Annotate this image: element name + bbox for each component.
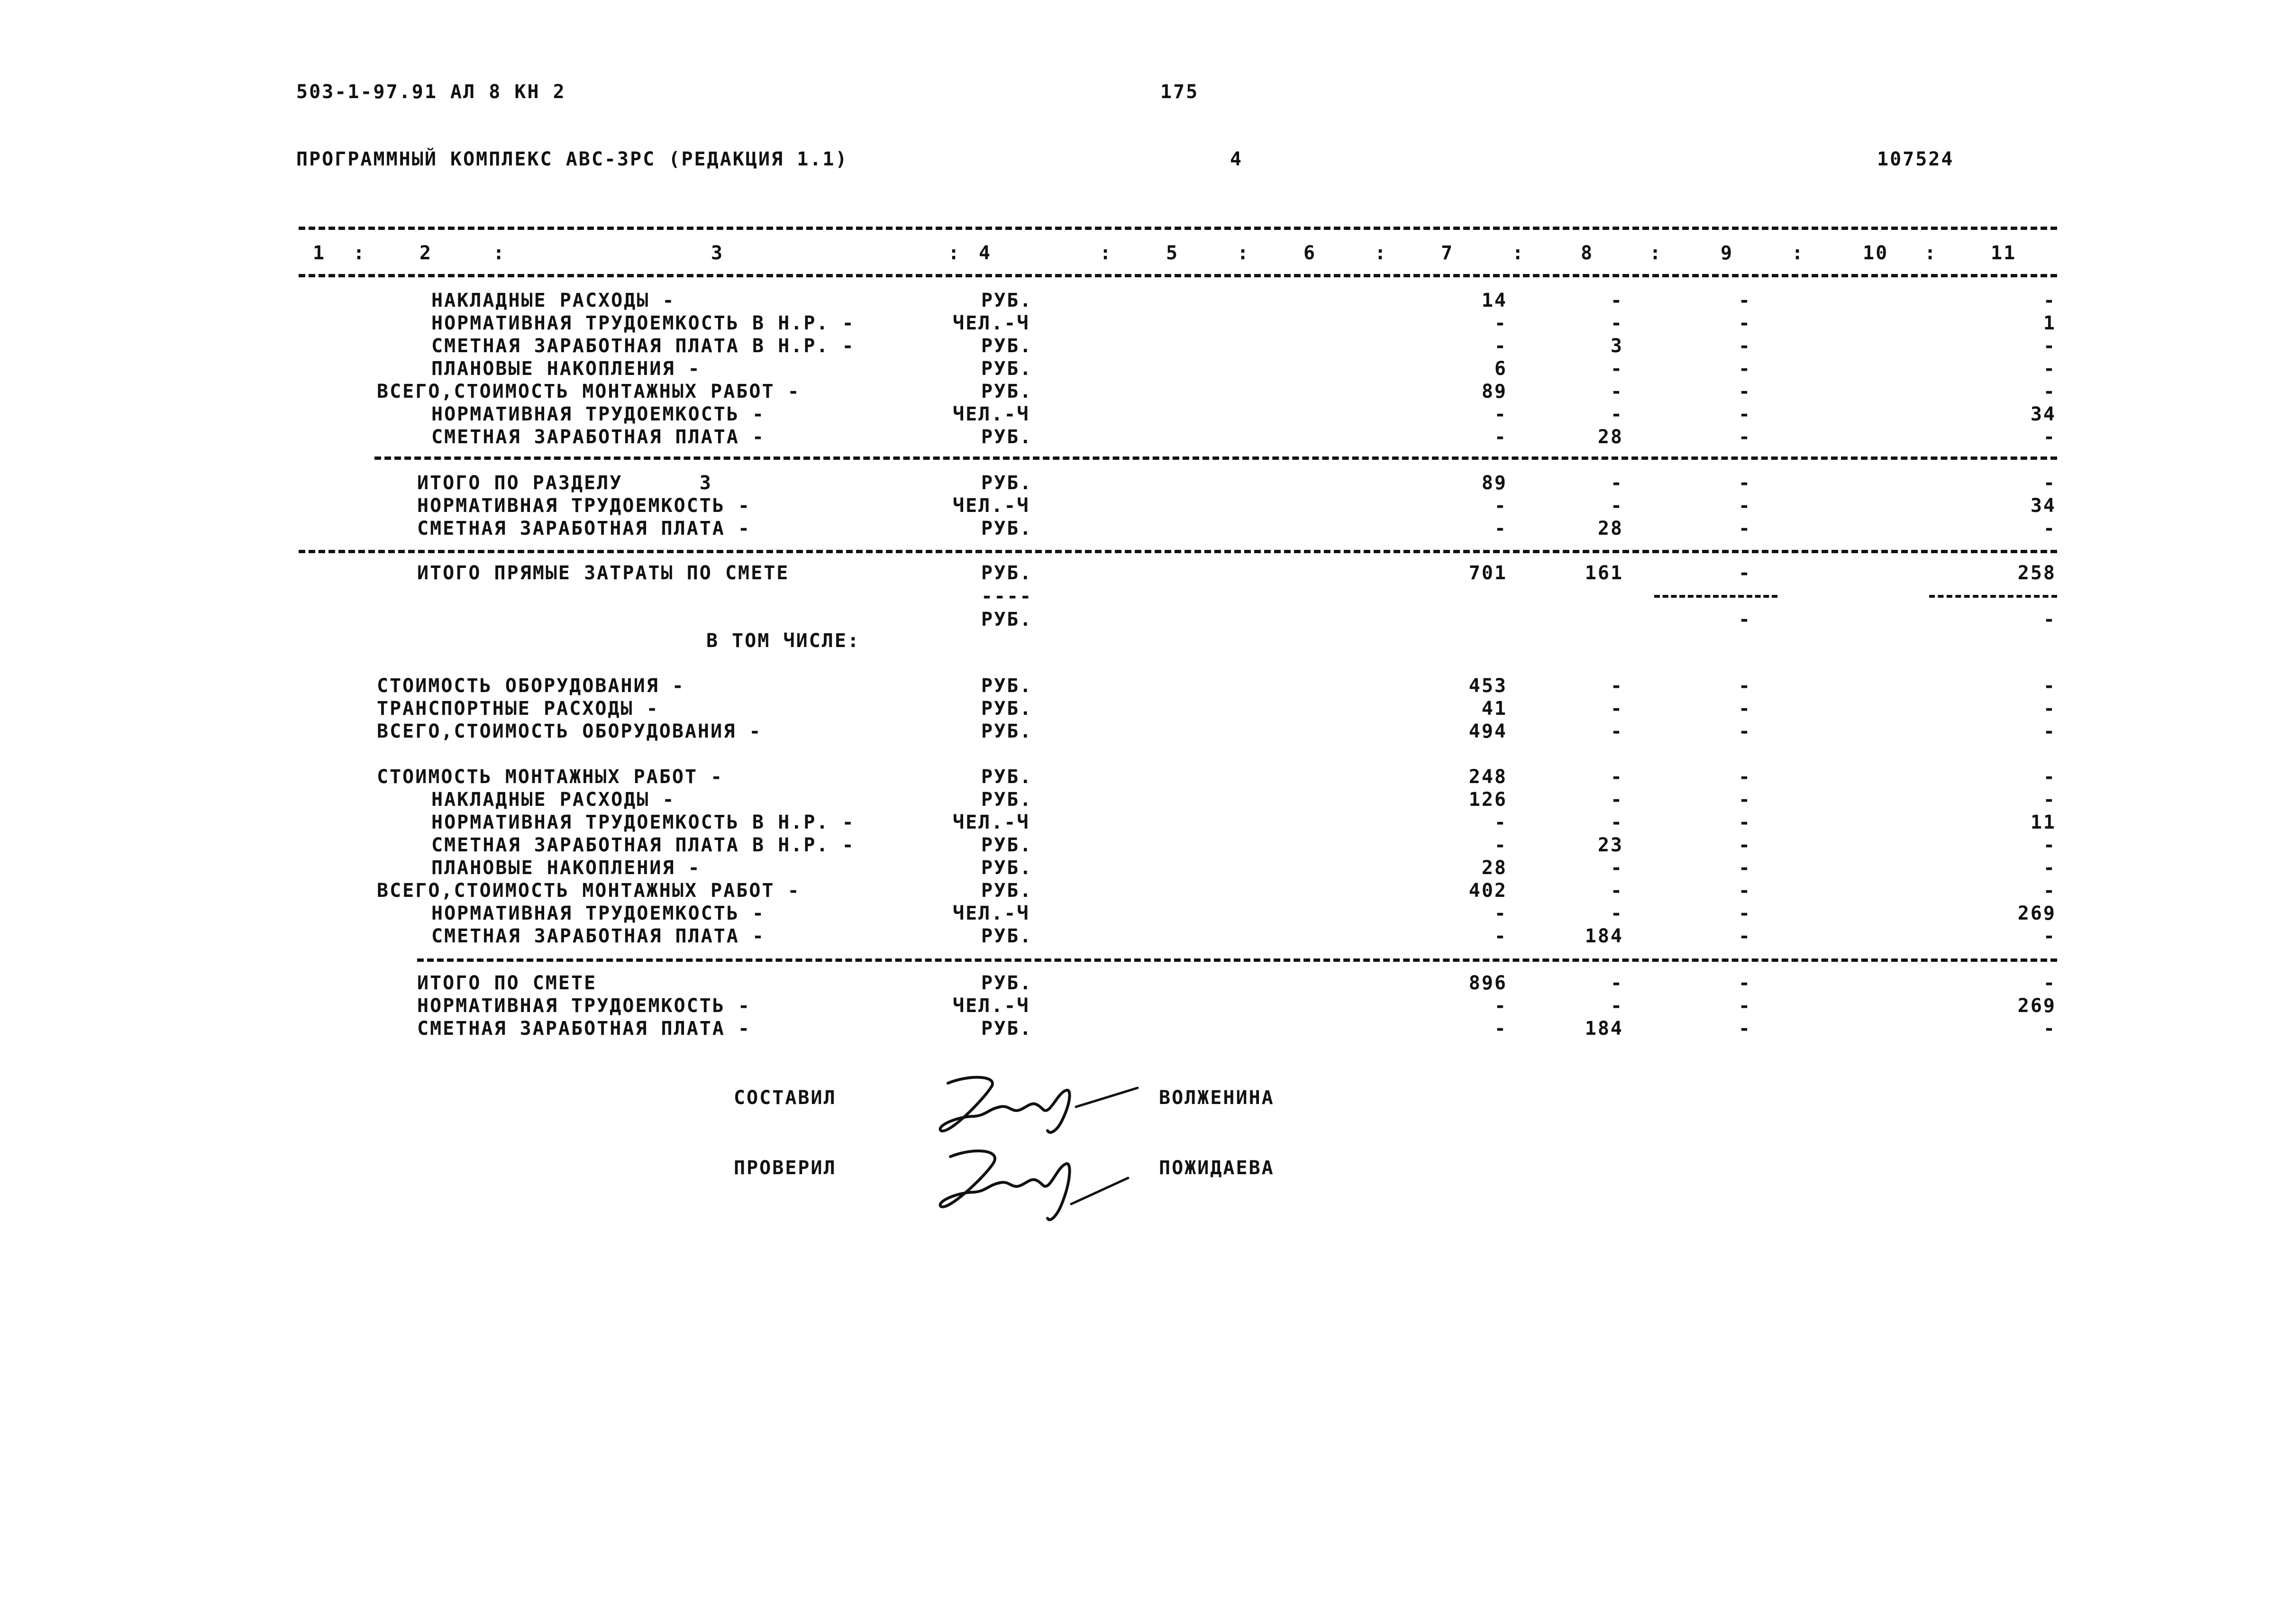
column-number: 5 <box>1166 242 1179 264</box>
column-separator: : <box>493 242 506 264</box>
cell-col7: 14 <box>1481 290 1507 311</box>
cell-col7: 402 <box>1468 880 1507 902</box>
row-unit: РУБ. <box>981 766 1033 788</box>
cell-col7: 896 <box>1468 972 1507 994</box>
column-number: 1 <box>313 242 326 264</box>
total-separator <box>1929 595 2057 598</box>
row-label: НОРМАТИВНАЯ ТРУДОЕМКОСТЬ - <box>431 403 765 425</box>
cell-col9: - <box>1738 925 1751 947</box>
cell-col9: - <box>1738 766 1751 788</box>
column-separator: : <box>1512 242 1525 264</box>
cell-col7: 89 <box>1481 472 1507 494</box>
unit-dashes: ---- <box>981 585 1033 607</box>
including-heading: В ТОМ ЧИСЛЕ: <box>706 630 860 652</box>
cell-col11: - <box>2043 834 2056 856</box>
row-unit: РУБ. <box>981 1018 1033 1040</box>
row-unit: ЧЕЛ.-Ч <box>953 403 1030 425</box>
page-number: 175 <box>1160 81 1199 103</box>
column-number: 9 <box>1721 242 1734 264</box>
column-separator: : <box>1924 242 1938 264</box>
cell-col11: - <box>2043 766 2056 788</box>
row-unit: РУБ. <box>981 880 1033 902</box>
cell-col8: 161 <box>1585 562 1623 584</box>
cell-col11: 258 <box>2017 562 2056 584</box>
cell-col11: - <box>2043 358 2056 380</box>
signature-compiled <box>929 1064 1147 1145</box>
row-unit: ЧЕЛ.-Ч <box>953 903 1030 924</box>
column-separator: : <box>353 242 366 264</box>
cell-col9: - <box>1738 472 1751 494</box>
cell-col11: - <box>2043 925 2056 947</box>
compiled-name: ВОЛЖЕНИНА <box>1159 1087 1275 1109</box>
row-label: ТРАНСПОРТНЫЕ РАСХОДЫ - <box>377 698 659 720</box>
row-unit: РУБ. <box>981 609 1033 630</box>
row-label: СМЕТНАЯ ЗАРАБОТНАЯ ПЛАТА - <box>431 925 765 947</box>
cell-col9: - <box>1738 426 1751 448</box>
cell-col8: 28 <box>1597 426 1623 448</box>
cell-col8: - <box>1610 403 1623 425</box>
total-separator <box>1654 595 1777 598</box>
cell-col7: 126 <box>1468 789 1507 811</box>
cell-col8: - <box>1610 766 1623 788</box>
column-number: 7 <box>1441 242 1454 264</box>
cell-col9: - <box>1738 812 1751 833</box>
row-label: СМЕТНАЯ ЗАРАБОТНАЯ ПЛАТА В Н.Р. - <box>431 834 855 856</box>
document-number: 107524 <box>1877 148 1954 170</box>
cell-col7: - <box>1494 403 1507 425</box>
cell-col8: 28 <box>1597 518 1623 539</box>
column-number: 11 <box>1991 242 2017 264</box>
cell-col11: - <box>2043 721 2056 742</box>
cell-col11: - <box>2043 381 2056 402</box>
cell-col7: 28 <box>1481 857 1507 879</box>
section-rule <box>299 550 2057 553</box>
cell-col7: - <box>1494 495 1507 517</box>
cell-col8: - <box>1610 857 1623 879</box>
cell-col11: - <box>2043 880 2056 902</box>
cell-col9: - <box>1738 972 1751 994</box>
cell-col11: 1 <box>2043 312 2056 334</box>
cell-col8: - <box>1610 880 1623 902</box>
row-unit: РУБ. <box>981 925 1033 947</box>
cell-col9: - <box>1738 609 1751 630</box>
column-number: 4 <box>979 242 992 264</box>
cell-col7: - <box>1494 518 1507 539</box>
row-unit: РУБ. <box>981 358 1033 380</box>
row-unit: РУБ. <box>981 562 1033 584</box>
cell-col7: 6 <box>1494 358 1507 380</box>
cell-col9: - <box>1738 403 1751 425</box>
cell-col8: - <box>1610 789 1623 811</box>
column-separator: : <box>1649 242 1663 264</box>
cell-col11: - <box>2043 609 2056 630</box>
row-unit: РУБ. <box>981 381 1033 402</box>
cell-col9: - <box>1738 495 1751 517</box>
cell-col7: - <box>1494 426 1507 448</box>
cell-col8: - <box>1610 995 1623 1017</box>
checked-label: ПРОВЕРИЛ <box>734 1157 837 1179</box>
row-label: СМЕТНАЯ ЗАРАБОТНАЯ ПЛАТА - <box>431 426 765 448</box>
row-label: СМЕТНАЯ ЗАРАБОТНАЯ ПЛАТА В Н.Р. - <box>431 335 855 357</box>
row-unit: РУБ. <box>981 426 1033 448</box>
cell-col9: - <box>1738 834 1751 856</box>
row-label: НОРМАТИВНАЯ ТРУДОЕМКОСТЬ - <box>417 495 751 517</box>
cell-col7: - <box>1494 903 1507 924</box>
cell-col9: - <box>1738 995 1751 1017</box>
row-unit: РУБ. <box>981 675 1033 697</box>
column-number: 3 <box>711 242 724 264</box>
sheet-number: 4 <box>1230 148 1243 170</box>
row-unit: РУБ. <box>981 698 1033 720</box>
cell-col8: - <box>1610 903 1623 924</box>
row-unit: РУБ. <box>981 721 1033 742</box>
cell-col7: - <box>1494 812 1507 833</box>
row-label: СТОИМОСТЬ МОНТАЖНЫХ РАБОТ - <box>377 766 724 788</box>
row-label: ВСЕГО,СТОИМОСТЬ МОНТАЖНЫХ РАБОТ - <box>377 880 801 902</box>
cell-col9: - <box>1738 381 1751 402</box>
cell-col9: - <box>1738 335 1751 357</box>
row-label: ИТОГО ПО СМЕТЕ <box>417 972 597 994</box>
cell-col9: - <box>1738 721 1751 742</box>
row-label: ПЛАНОВЫЕ НАКОПЛЕНИЯ - <box>431 358 701 380</box>
cell-col8: - <box>1610 472 1623 494</box>
cell-col11: 34 <box>2030 495 2056 517</box>
cell-col8: 3 <box>1610 335 1623 357</box>
cell-col9: - <box>1738 312 1751 334</box>
cell-col11: - <box>2043 472 2056 494</box>
checked-name: ПОЖИДАЕВА <box>1159 1157 1275 1179</box>
column-separator: : <box>1237 242 1250 264</box>
cell-col9: - <box>1738 1018 1751 1040</box>
cell-col11: 34 <box>2030 403 2056 425</box>
cell-col9: - <box>1738 675 1751 697</box>
row-label: НОРМАТИВНАЯ ТРУДОЕМКОСТЬ В Н.Р. - <box>431 312 855 334</box>
cell-col9: - <box>1738 857 1751 879</box>
cell-col11: - <box>2043 698 2056 720</box>
signature-checked <box>929 1138 1147 1232</box>
cell-col7: 41 <box>1481 698 1507 720</box>
column-separator: : <box>1792 242 1805 264</box>
row-unit: РУБ. <box>981 857 1033 879</box>
cell-col11: 269 <box>2017 995 2056 1017</box>
row-unit: РУБ. <box>981 834 1033 856</box>
row-unit: РУБ. <box>981 290 1033 311</box>
cell-col9: - <box>1738 358 1751 380</box>
row-label: СТОИМОСТЬ ОБОРУДОВАНИЯ - <box>377 675 685 697</box>
row-label: НОРМАТИВНАЯ ТРУДОЕМКОСТЬ - <box>431 903 765 924</box>
cell-col7: - <box>1494 834 1507 856</box>
row-label: НАКЛАДНЫЕ РАСХОДЫ - <box>431 290 675 311</box>
row-label: ВСЕГО,СТОИМОСТЬ МОНТАЖНЫХ РАБОТ - <box>377 381 801 402</box>
row-unit: ЧЕЛ.-Ч <box>953 312 1030 334</box>
cell-col9: - <box>1738 290 1751 311</box>
cell-col7: 248 <box>1468 766 1507 788</box>
column-separator: : <box>1100 242 1113 264</box>
cell-col7: - <box>1494 1018 1507 1040</box>
row-unit: ЧЕЛ.-Ч <box>953 812 1030 833</box>
cell-col7: 453 <box>1468 675 1507 697</box>
cell-col7: 89 <box>1481 381 1507 402</box>
cell-col7: - <box>1494 925 1507 947</box>
row-unit: ЧЕЛ.-Ч <box>953 995 1030 1017</box>
cell-col8: - <box>1610 381 1623 402</box>
cell-col8: - <box>1610 495 1623 517</box>
cell-col9: - <box>1738 698 1751 720</box>
cell-col8: 184 <box>1585 1018 1623 1040</box>
cell-col7: - <box>1494 312 1507 334</box>
row-unit: ЧЕЛ.-Ч <box>953 495 1030 517</box>
cell-col8: - <box>1610 812 1623 833</box>
row-label: ИТОГО ПО РАЗДЕЛУ 3 <box>417 472 712 494</box>
row-label: ВСЕГО,СТОИМОСТЬ ОБОРУДОВАНИЯ - <box>377 721 762 742</box>
section-rule <box>417 958 2057 962</box>
row-unit: РУБ. <box>981 518 1033 539</box>
cell-col7: - <box>1494 335 1507 357</box>
cell-col11: - <box>2043 426 2056 448</box>
cell-col11: - <box>2043 789 2056 811</box>
cell-col11: - <box>2043 335 2056 357</box>
cell-col11: - <box>2043 518 2056 539</box>
cell-col8: - <box>1610 675 1623 697</box>
row-label: НОРМАТИВНАЯ ТРУДОЕМКОСТЬ - <box>417 995 751 1017</box>
cell-col7: 494 <box>1468 721 1507 742</box>
cell-col11: - <box>2043 675 2056 697</box>
row-unit: РУБ. <box>981 972 1033 994</box>
column-separator: : <box>1375 242 1388 264</box>
row-label: НАКЛАДНЫЕ РАСХОДЫ - <box>431 789 675 811</box>
cell-col9: - <box>1738 880 1751 902</box>
compiled-label: СОСТАВИЛ <box>734 1087 837 1109</box>
section-rule <box>374 456 2057 460</box>
cell-col11: - <box>2043 1018 2056 1040</box>
column-number: 10 <box>1863 242 1889 264</box>
row-unit: РУБ. <box>981 472 1033 494</box>
cell-col8: - <box>1610 721 1623 742</box>
row-label: ИТОГО ПРЯМЫЕ ЗАТРАТЫ ПО СМЕТЕ <box>417 562 790 584</box>
cell-col8: - <box>1610 698 1623 720</box>
cell-col11: 269 <box>2017 903 2056 924</box>
program-title: ПРОГРАММНЫЙ КОМПЛЕКС АВС-3РС (РЕДАКЦИЯ 1.1) <box>296 148 848 170</box>
column-number: 2 <box>419 242 433 264</box>
cell-col11: - <box>2043 290 2056 311</box>
cell-col9: - <box>1738 903 1751 924</box>
cell-col8: 184 <box>1585 925 1623 947</box>
row-label: СМЕТНАЯ ЗАРАБОТНАЯ ПЛАТА - <box>417 1018 751 1040</box>
cell-col11: 11 <box>2030 812 2056 833</box>
cell-col8: - <box>1610 972 1623 994</box>
cell-col8: - <box>1610 312 1623 334</box>
cell-col11: - <box>2043 972 2056 994</box>
table-top-rule <box>299 227 2057 230</box>
cell-col8: - <box>1610 290 1623 311</box>
cell-col11: - <box>2043 857 2056 879</box>
cell-col7: - <box>1494 995 1507 1017</box>
cell-col8: 23 <box>1597 834 1623 856</box>
row-unit: РУБ. <box>981 789 1033 811</box>
row-unit: РУБ. <box>981 335 1033 357</box>
column-number: 6 <box>1303 242 1317 264</box>
header-bottom-rule <box>299 274 2057 277</box>
cell-col7: 701 <box>1468 562 1507 584</box>
document-code: 503-1-97.91 АЛ 8 КН 2 <box>296 81 566 103</box>
cell-col9: - <box>1738 518 1751 539</box>
row-label: НОРМАТИВНАЯ ТРУДОЕМКОСТЬ В Н.Р. - <box>431 812 855 833</box>
row-label: ПЛАНОВЫЕ НАКОПЛЕНИЯ - <box>431 857 701 879</box>
column-separator: : <box>948 242 961 264</box>
column-number: 8 <box>1581 242 1594 264</box>
row-label: СМЕТНАЯ ЗАРАБОТНАЯ ПЛАТА - <box>417 518 751 539</box>
cell-col8: - <box>1610 358 1623 380</box>
cell-col9: - <box>1738 562 1751 584</box>
cell-col9: - <box>1738 789 1751 811</box>
